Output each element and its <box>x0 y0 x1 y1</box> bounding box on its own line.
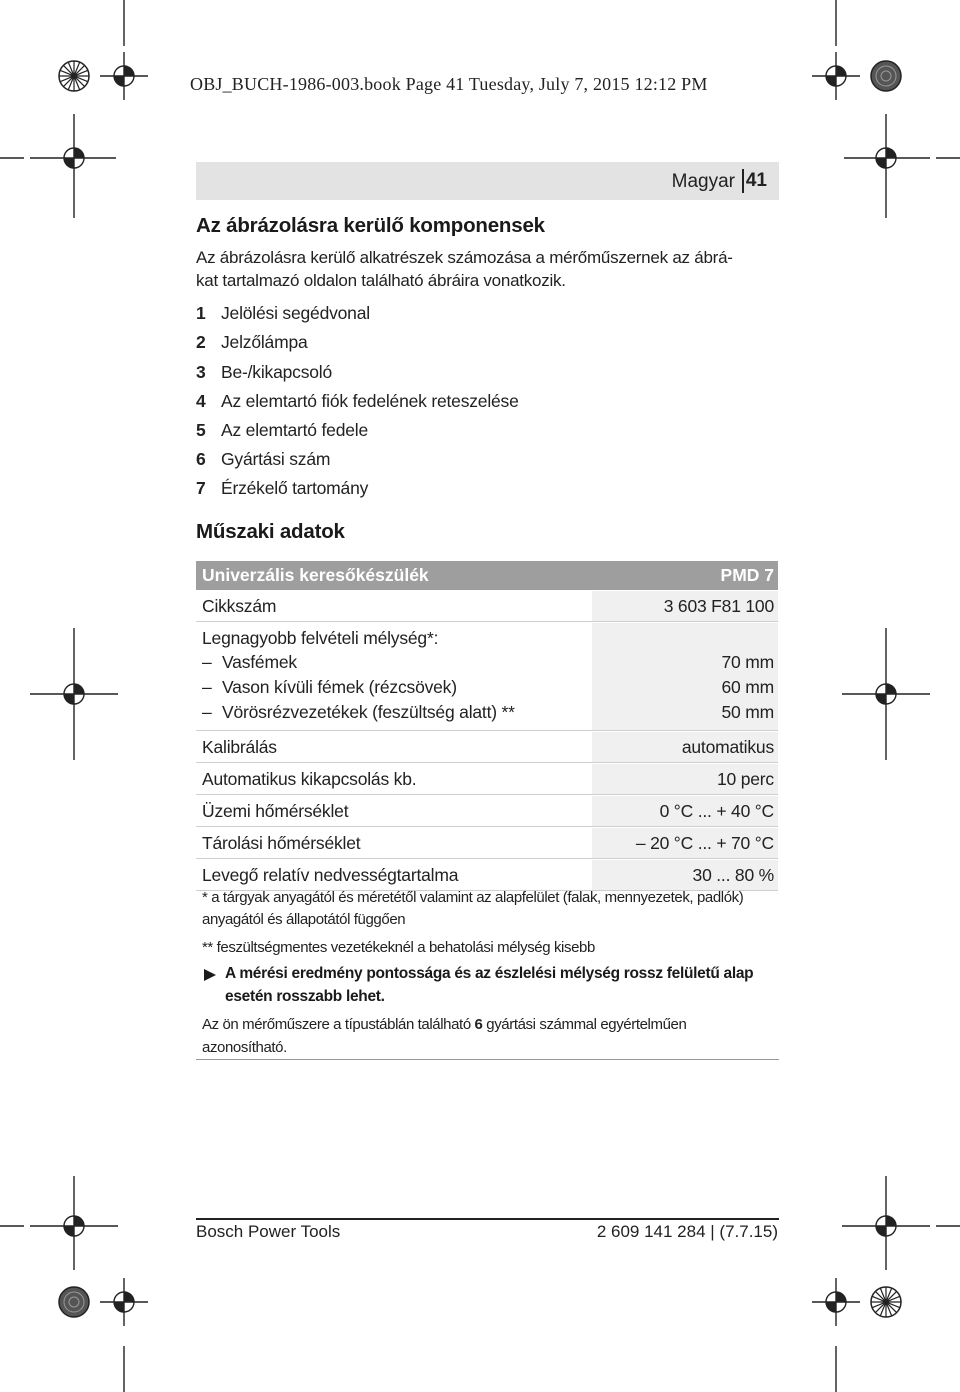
footnote-1-line-1: * a tárgyak anyagától és méretétől valamint az alapfelület (falak, mennyezetek, padlók) <box>202 889 744 906</box>
components-heading: Az ábrázolásra kerülő komponensek <box>196 214 545 237</box>
starburst-target-icon <box>59 61 89 91</box>
identification-line-1: Az ön mérőműszere a típustáblán található 6 gyártási számmal egyértelműen <box>202 1016 687 1033</box>
spec-table <box>196 561 778 891</box>
starburst-target-icon <box>871 61 901 91</box>
footer-brand: Bosch Power Tools <box>196 1222 341 1241</box>
depth-row: – Vason kívüli fémek (rézcsövek) <box>202 677 457 697</box>
table-row: Levegő relatív nedvességtartalma 30 ... 80 % <box>196 859 778 891</box>
footer-divider <box>196 1218 779 1220</box>
header-language: Magyar <box>671 171 735 192</box>
depth-row: – Vörösrézvezetékek (feszültség alatt) ** <box>202 702 515 722</box>
footnote-1-line-2: anyagától és állapotától függően <box>202 911 406 928</box>
product-name: Univerzális keresőkészülék <box>202 565 429 585</box>
list-item: 2 Jelzőlámpa <box>196 332 308 352</box>
depth-row: – Vasfémek <box>202 652 297 672</box>
list-item: 6 Gyártási szám <box>196 449 331 469</box>
product-model: PMD 7 <box>720 565 774 585</box>
warning-line-1: A mérési eredmény pontossága és az észlelési mélység rossz felületű alap <box>225 965 754 982</box>
starburst-target-icon <box>871 1287 901 1317</box>
footnote-2: ** feszültségmentes vezetékeknél a behatolási mélység kisebb <box>202 939 595 956</box>
list-item: 1 Jelölési segédvonal <box>196 303 370 323</box>
table-row: Üzemi hőmérséklet 0 °C ... + 40 °C <box>196 795 778 827</box>
warning-arrow-icon <box>202 967 218 983</box>
list-item: 7 Érzékelő tartomány <box>196 478 369 498</box>
specs-heading: Műszaki adatok <box>196 520 345 543</box>
table-row: Cikkszám 3 603 F81 100 <box>196 590 778 622</box>
table-row: Kalibrálás automatikus <box>196 731 778 763</box>
table-row: Legnagyobb felvételi mélység*: – Vasfémek 70 mm – Vason kívüli fémek (rézcsövek) 60 mm – Vörösrézvezetékek (feszültség alatt) ** 50 mm <box>196 622 778 731</box>
identification-line-2: azonosítható. <box>202 1039 287 1056</box>
crosshair-target-icon <box>844 114 930 218</box>
footer-doc-number: 2 609 141 284 | (7.7.15) <box>596 1222 778 1241</box>
list-item: 3 Be-/kikapcsoló <box>196 362 333 382</box>
list-item: 4 Az elemtartó fiók fedelének reteszelése <box>196 391 519 411</box>
warning-line-2: esetén rosszabb lehet. <box>225 988 385 1005</box>
table-row: Automatikus kikapcsolás kb. 10 perc <box>196 763 778 795</box>
list-item: 5 Az elemtartó fedele <box>196 420 368 440</box>
components-intro-line-2: kat tartalmazó oldalon található ábráira vonatkozik. <box>196 271 566 290</box>
starburst-target-icon <box>59 1287 89 1317</box>
components-intro-line-1: Az ábrázolásra kerülő alkatrészek számozása a mérőműszernek az ábrá- <box>196 248 733 267</box>
book-header: OBJ_BUCH-1986-003.book Page 41 Tuesday, July 7, 2015 12:12 PM <box>190 74 708 94</box>
page-header-bar <box>196 162 779 200</box>
section-divider <box>196 1059 779 1060</box>
header-separator <box>742 169 744 193</box>
spec-table-header <box>196 561 778 590</box>
depth-label: Legnagyobb felvételi mélység*: <box>202 628 439 648</box>
table-row: Tárolási hőmérséklet – 20 °C ... + 70 °C <box>196 827 778 859</box>
page-number: 41 <box>745 170 767 191</box>
